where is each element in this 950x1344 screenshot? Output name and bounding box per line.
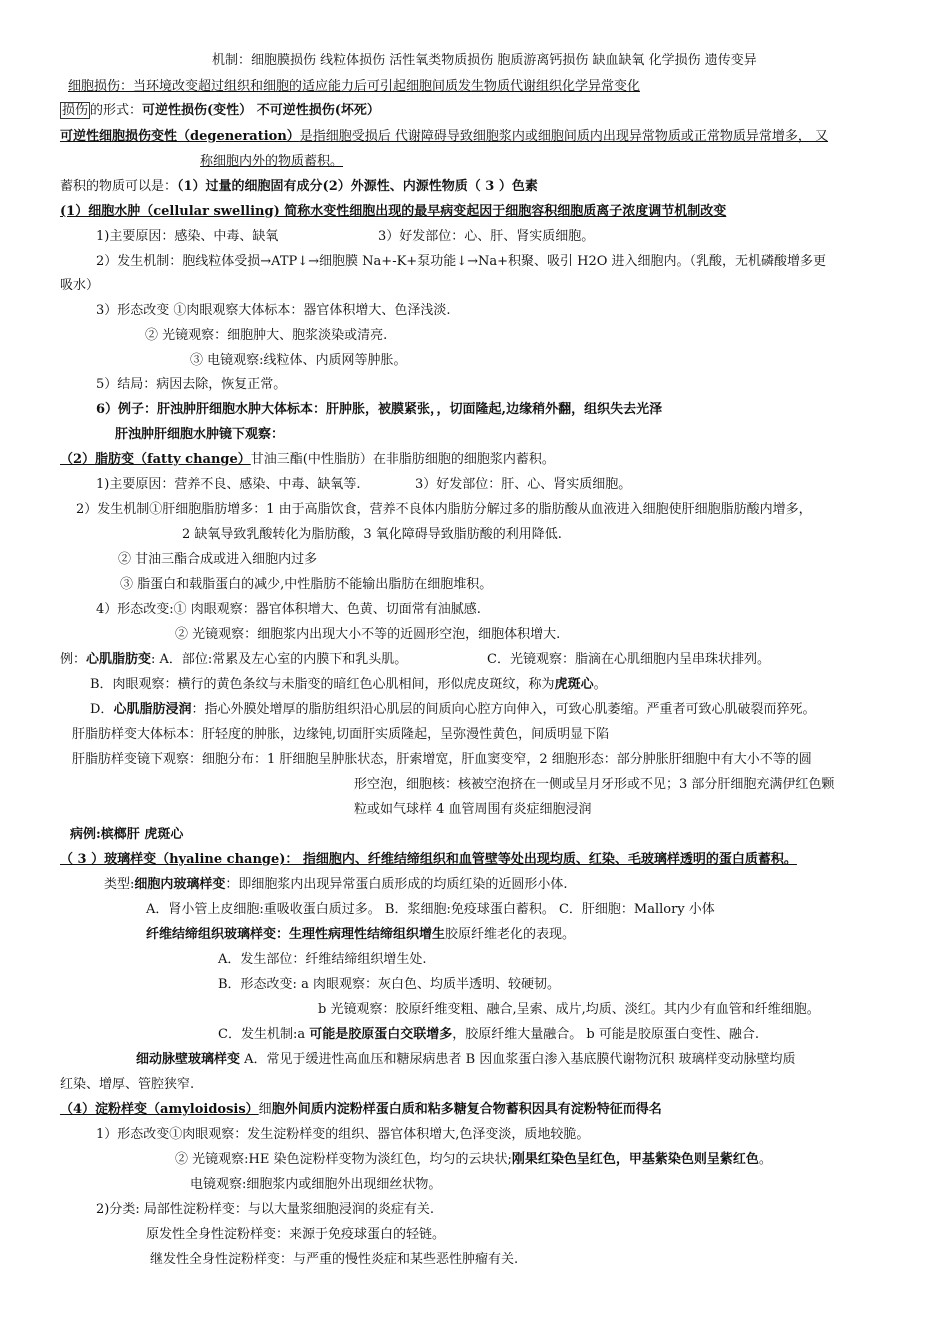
amyloid-morphology-em: 电镜观察:细胞浆内或细胞外出现细丝状物。 [190, 1177, 442, 1192]
swelling-mechanism-cont: 吸水） [60, 278, 100, 293]
swelling-example: 6）例子：肝浊肿肝细胞水肿大体标本：肝肿胀，被膜紧张，，切面隆起,边缘稍外翻，组织失去光泽 [96, 402, 663, 417]
arteriolar-hyaline: 细动脉壁玻璃样变 A．常见于缓进性高血压和糖尿病患者 B 因血浆蛋白渗入基底膜代谢物沉积 玻璃样变动脉壁均质 [136, 1052, 796, 1067]
myocardial-light-microscopy: C．光镜观察：脂滴在心肌细胞内呈串珠状排列。 [487, 652, 770, 667]
swelling-sites: 3）好发部位：心、肝、肾实质细胞。 [378, 229, 595, 244]
section-heading-fatty-change: （2）脂肪变（fatty change）甘油三酯(中性脂肪）在非脂肪细胞的细胞浆内蓄积。 [60, 452, 555, 467]
myocardial-fatty-change: 例：心肌脂肪变: A．部位:常累及左心室的内膜下和乳头肌。 [60, 652, 408, 667]
fatty-mechanism-1: 2）发生机制①肝细胞脂肪增多：1 由于高脂饮食，营养不良体内脂肪分解过多的脂肪酸从血液进入细胞使肝细胞脂肪酸内增多， [76, 502, 812, 517]
intracellular-hyaline-examples: A．肾小管上皮细胞:重吸收蛋白质过多。 B．浆细胞:免疫球蛋白蓄积。 C．肝细胞：Mallory 小体 [146, 902, 715, 917]
accumulated-substances-line: 蓄积的物质可以是：（1）过量的细胞固有成分(2）外源性、内源性物质（ 3 ）色素 [60, 179, 538, 194]
connective-hyaline-site: A．发生部位：纤维结缔组织增生处. [218, 952, 427, 967]
swelling-outcome: 5）结局：病因去除，恢复正常。 [96, 377, 287, 392]
injury-forms-label: 的形式： [90, 103, 143, 118]
connective-tissue-hyaline: 纤维结缔组织玻璃样变：生理性病理性结缔组织增生胶原纤维老化的表现。 [146, 927, 576, 942]
injury-term-boxed: 损伤 [62, 103, 89, 118]
connective-hyaline-light: b 光镜观察：胶原纤维变粗、融合,呈索、成片,均质、淡红。其内少有血管和纤维细胞。 [318, 1002, 820, 1017]
amyloid-classification-local: 2)分类: 局部性淀粉样变：与以大量浆细胞浸润的炎症有关. [96, 1202, 434, 1217]
fatty-mechanism-1-cont: 2 缺氧导致乳酸转化为脂肪酸，3 氧化障碍导致脂肪酸的利用降低. [182, 527, 562, 542]
swelling-example-micro: 肝浊肿肝细胞水肿镜下观察： [115, 427, 285, 442]
injury-forms-line [60, 102, 380, 120]
swelling-morphology-em: ③ 电镜观察:线粒体、内质网等肿胀。 [190, 353, 407, 368]
fatty-mechanism-2: ② 甘油三酯合成或进入细胞内过多 [118, 552, 318, 567]
fatty-liver-micro-cont-2: 粒或如气球样 4 血管周围有炎症细胞浸润 [354, 802, 592, 817]
connective-hyaline-mechanism: C．发生机制:a 可能是胶原蛋白交联增多，胶原纤维大量融合。 b 可能是胶原蛋白变性、融合. [218, 1027, 759, 1042]
injury-forms-types: 可逆性损伤(变性） 不可逆性损伤(坏死） [142, 103, 380, 118]
section-heading-amyloidosis: （4）淀粉样变（amyloidosis）细胞外间质内淀粉样蛋白质和粘多糖复合物蓄积因具有淀粉特征而得名 [60, 1102, 662, 1117]
fatty-morphology-gross: 4）形态改变:① 肉眼观察：器官体积增大、色黄、切面常有油腻感. [96, 602, 481, 617]
section-heading-hyaline-change: （ 3 ）玻璃样变（hyaline change)： 指细胞内、纤维结缔组织和血管壁等处出现均质、红染、毛玻璃样透明的蛋白质蓄积。 [60, 852, 797, 867]
arteriolar-hyaline-cont: 红染、增厚、管腔狭窄. [60, 1077, 195, 1092]
swelling-causes: 1)主要原因：感染、中毒、缺氧 [96, 229, 279, 244]
mechanism-line: 机制：细胞膜损伤 线粒体损伤 活性氧类物质损伤 胞质游离钙损伤 缺血缺氧 化学损伤 遗传变异 [212, 53, 757, 68]
degeneration-definition [60, 128, 828, 146]
fatty-morphology-light: ② 光镜观察：细胞浆内出现大小不等的近圆形空泡，细胞体积增大. [175, 627, 561, 642]
myocardial-fatty-infiltration: D．心肌脂肪浸润：指心外膜处增厚的脂肪组织沿心肌层的间质向心腔方向伸入，可致心肌萎缩。严重者可致心肌破裂而猝死。 [90, 702, 816, 717]
swelling-mechanism: 2）发生机制：胞线粒体受损→ATP↓→细胞膜 Na+-K+泵功能↓→Na+积聚、吸引 H2O 进入细胞内。（乳酸，无机磷酸增多更 [96, 254, 827, 269]
tiger-heart-gross: B．肉眼观察：横行的黄色条纹与未脂变的暗红色心肌相间，形似虎皮斑纹，称为虎斑心。 [90, 677, 607, 692]
swelling-morphology-gross: 3）形态改变 ①肉眼观察大体标本：器官体积增大、色泽浅淡. [96, 303, 451, 318]
amyloid-secondary-systemic: 继发性全身性淀粉样变：与严重的慢性炎症和某些恶性肿瘤有关. [150, 1252, 519, 1267]
degeneration-text: 是指细胞受损后 代谢障碍导致细胞浆内或细胞间质内出现异常物质或正常物质异常增多， 又 [299, 129, 829, 144]
connective-hyaline-gross: B．形态改变: a 肉眼观察：灰白色、均质半透明、较硬韧。 [218, 977, 560, 992]
fatty-liver-micro-cont-1: 形空泡，细胞核：核被空泡挤在一侧或呈月牙形或不见；3 部分肝细胞充满伊红色颗 [354, 777, 835, 792]
cell-injury-definition: 细胞损伤：当环境改变超过组织和细胞的适应能力后可引起细胞间质发生物质代谢组织化学异常变化 [68, 79, 641, 94]
intracellular-hyaline: 类型:细胞内玻璃样变：即细胞浆内出现异常蛋白质形成的均质红染的近圆形小体. [104, 877, 568, 892]
fatty-sites: 3）好发部位：肝、心、肾实质细胞。 [415, 477, 632, 492]
degeneration-definition-cont: 称细胞内外的物质蓄积。 [200, 154, 344, 169]
degeneration-term: 可逆性细胞损伤变性（degeneration） [60, 129, 300, 144]
swelling-morphology-light: ② 光镜观察：细胞肿大、胞浆淡染或清亮. [145, 328, 388, 343]
section-heading-cellular-swelling: (1）细胞水肿（cellular swelling) 简称水变性细胞出现的最早病变起因于细胞容积细胞质离子浓度调节机制改变 [60, 204, 727, 219]
fatty-causes: 1)主要原因：营养不良、感染、中毒、缺氧等. [96, 477, 361, 492]
amyloid-primary-systemic: 原发性全身性淀粉样变：来源于免疫球蛋白的轻链。 [146, 1227, 446, 1242]
amyloid-morphology-gross: 1）形态改变①肉眼观察：发生淀粉样变的组织、器官体积增大,色泽变淡，质地较脆。 [96, 1127, 590, 1142]
case-examples: 病例:槟榔肝 虎斑心 [70, 827, 184, 842]
fatty-liver-micro: 肝脂肪样变镜下观察：细胞分布：1 肝细胞呈肿胀状态，肝索增宽，肝血窦变窄，2 细胞形态：部分肿胀肝细胞中有大小不等的圆 [72, 752, 812, 767]
fatty-liver-gross: 肝脂肪样变大体标本：肝轻度的肿胀，边缘钝,切面肝实质隆起，呈弥漫性黄色，间质明显下陷 [72, 727, 610, 742]
fatty-mechanism-3: ③ 脂蛋白和载脂蛋白的减少,中性脂肪不能输出脂肪在细胞堆积。 [120, 577, 493, 592]
amyloid-morphology-light: ② 光镜观察:HE 染色淀粉样变物为淡红色，均匀的云块状;刚果红染色呈红色，甲基紫染色则呈紫红色。 [175, 1152, 772, 1167]
